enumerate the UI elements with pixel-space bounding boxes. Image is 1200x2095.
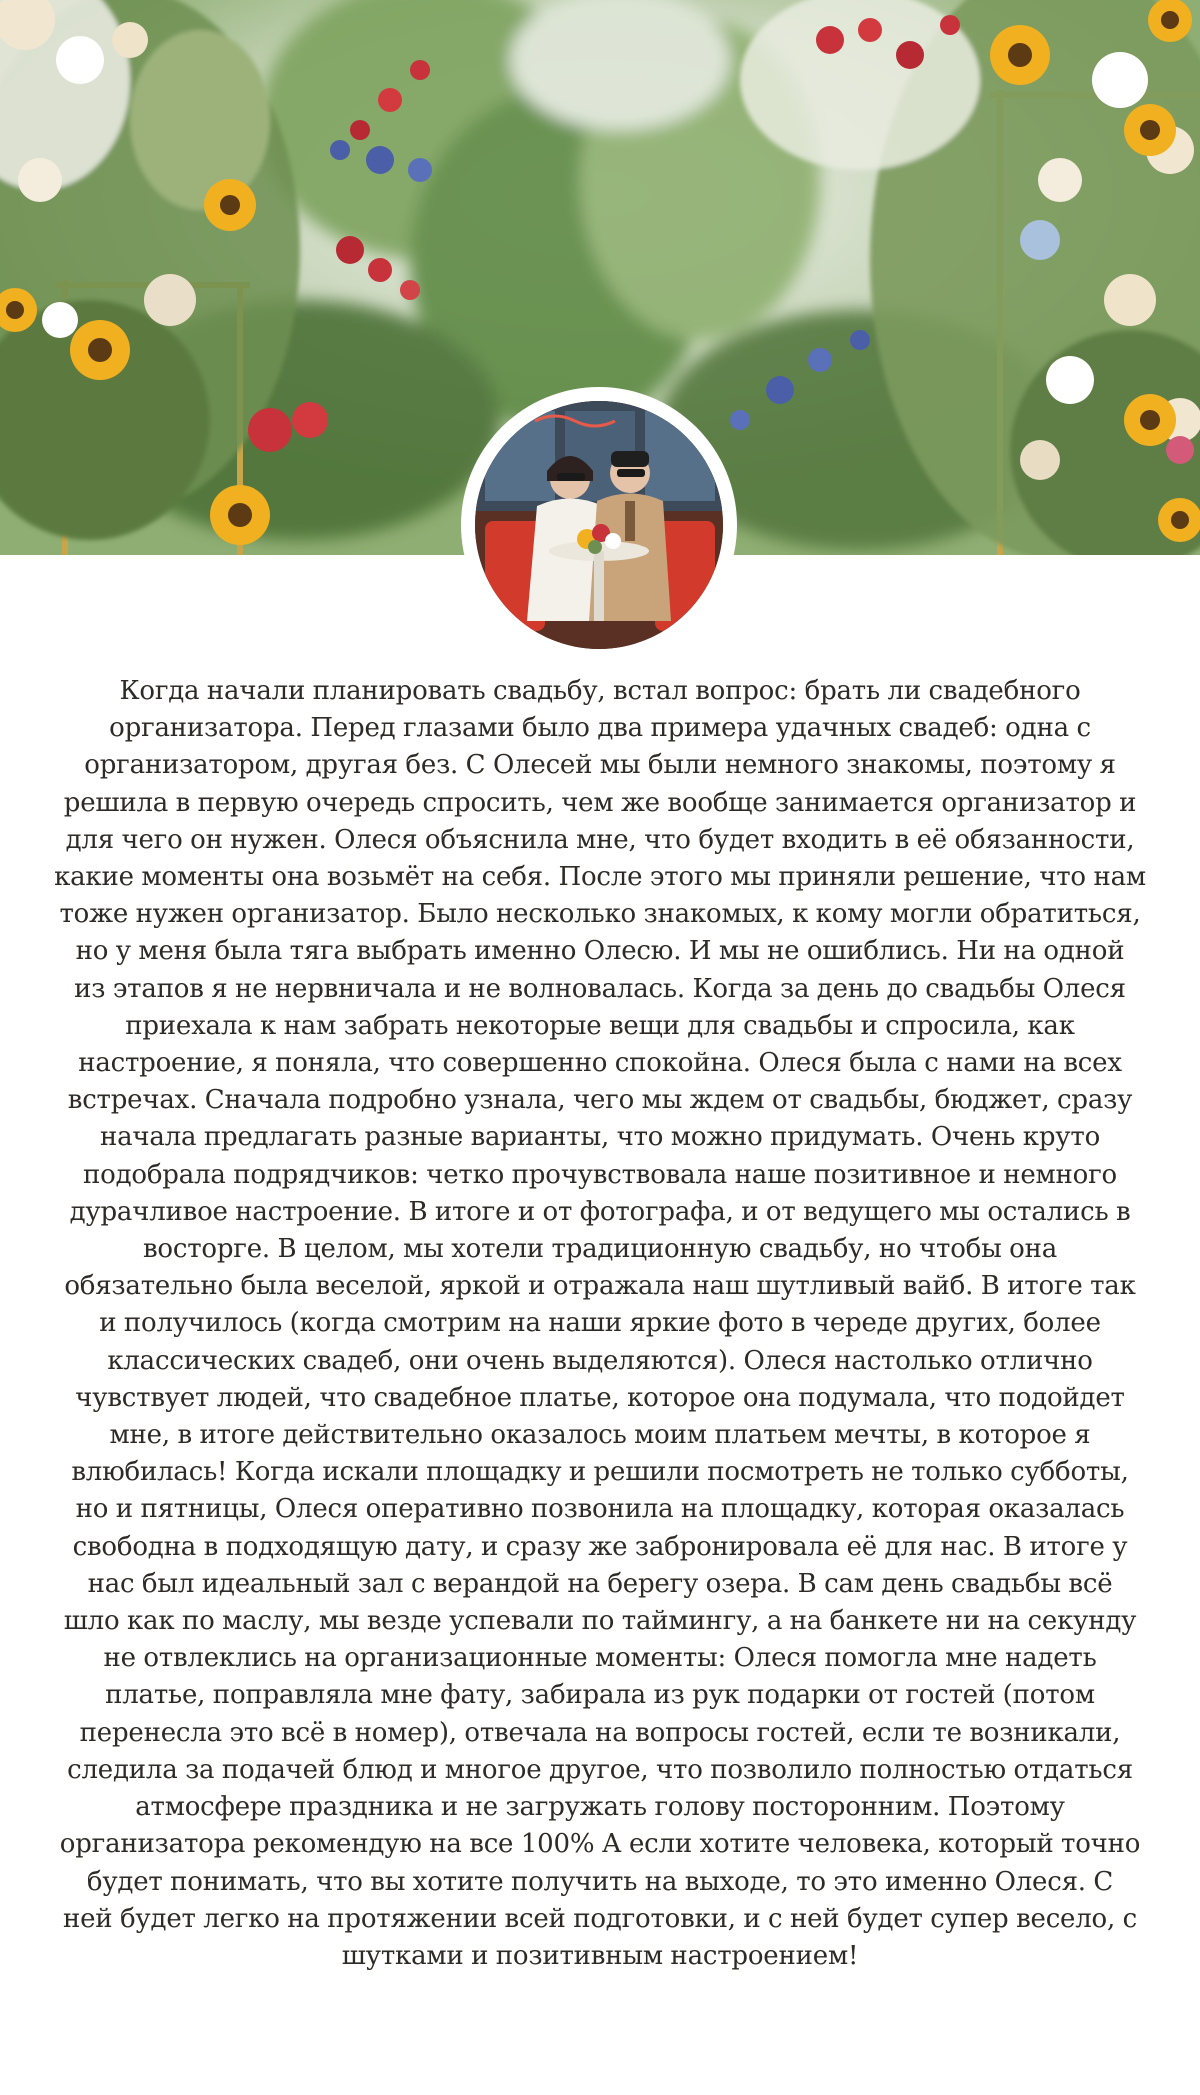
couple-portrait-illustration xyxy=(475,401,723,649)
avatar xyxy=(475,401,723,649)
review-text: Когда начали планировать свадьбу, встал вопрос: брать ли свадебного организатора. Перед глазами было два примера удачных свадеб: одна с организатором, другая без. С Олесей мы были немного знакомы, поэтому я решила в первую очередь спросить, чем же вообще занимается организатор и для чего он нужен. Олеся объяснила мне, что будет входить в её обязанности, какие моменты она возьмёт на себя. После этого мы приняли решение, что нам тоже нужен организатор. Было несколько знакомых, к кому могли обратиться, но у меня была тяга выбрать именно Олесю. И мы не ошиблись. Ни на одной из этапов я не нервничала и не волновалась. Когда за день до свадьбы Олеся приехала к нам забрать некоторые вещи для свадьбы и спросила, как настроение, я поняла, что совершенно спокойна. Олеся была с нами на всех встречах. Сначала подробно узнала, чего мы ждем от свадьбы, бюджет, сразу начала предлагать разные варианты, что можно придумать. Очень круто подобрала подрядчиков: четко прочувствовала наше позитивное и немного дурачливое настроение. В итоге и от фотографа, и от ведущего мы остались в восторге. В целом, мы хотели традиционную свадьбу, но чтобы она обязательно была веселой, яркой и отражала наш шутливый вайб. В итоге так и получилось (когда смотрим на наши яркие фото в череде других, более классических свадеб, они очень выделяются). Олеся настолько отлично чувствует людей, что свадебное платье, которое она подумала, что подойдет мне, в итоге действительно оказалось моим платьем мечты, в которое я влюбилась! Когда искали площадку и решили посмотреть не только субботы, но и пятницы, Олеся оперативно позвонила на площадку, которая оказалась свободна в подходящую дату, и сразу же забронировала её для нас. В итоге у нас был идеальный зал с верандой на берегу озера. В сам день свадьбы всё шло как по маслу, мы везде успевали по таймингу, а на банкете ни на секунду не отвлеклись на организационные моменты: Олеся помогла мне надеть платье, поправляла мне фату, забирала из рук подарки от гостей (потом перенесла это всё в номер), отвечала на вопросы гостей, если те возникали, следила за подачей блюд и многое другое, что позволило полностью отдаться атмосфере праздника и не загружать голову посторонним. Поэтому организатора рекомендую на все 100% А если хотите человека, который точно будет понимать, что вы хотите получить на выходе, то это именно Олеся. С ней будет легко на протяжении всей подготовки, и с ней будет супер весело, с шутками и позитивным настроением! xyxy=(54,676,1146,1971)
